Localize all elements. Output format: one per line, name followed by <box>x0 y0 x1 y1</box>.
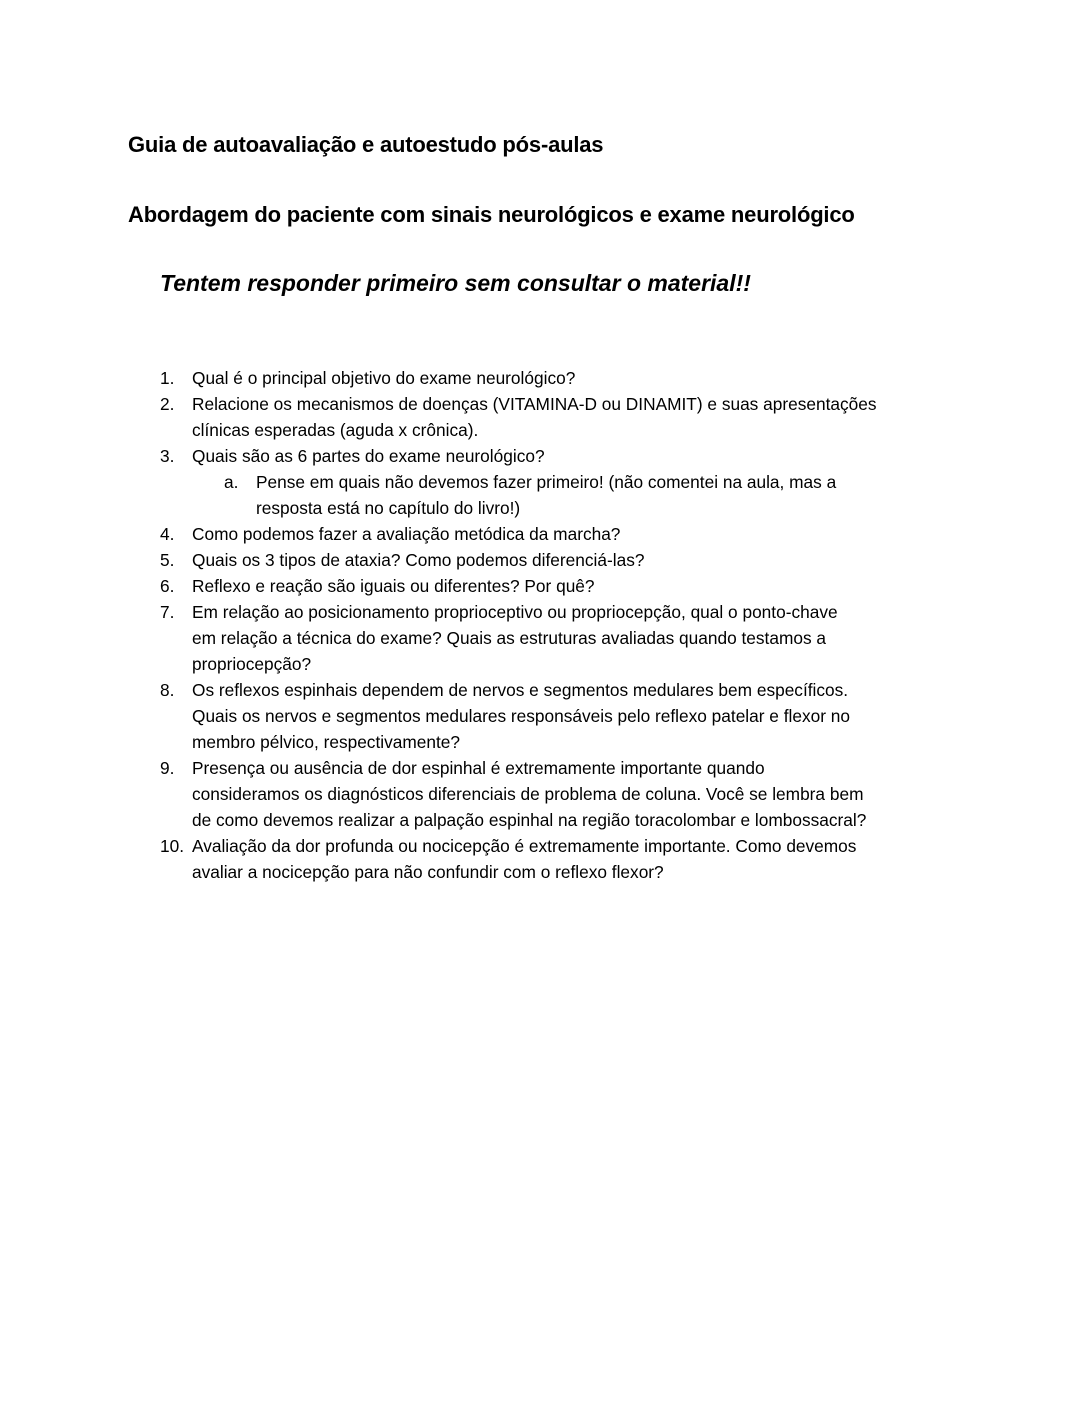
question-number: 7. <box>160 602 175 622</box>
question-text-line: avaliar a nocicepção para não confundir com o reflexo flexor? <box>192 862 664 882</box>
question-text-line: resposta está no capítulo do livro!) <box>256 498 521 518</box>
question-number: 3. <box>160 446 175 466</box>
question-item-1 <box>0 365 1088 391</box>
question-number: 5. <box>160 550 175 570</box>
question-text-line: Quais são as 6 partes do exame neurológico? <box>192 446 545 466</box>
question-text-line: em relação a técnica do exame? Quais as estruturas avaliadas quando testamos a <box>192 628 827 648</box>
question-subitem-3a <box>0 469 1088 521</box>
question-item-3 <box>0 443 1088 469</box>
question-text-line: Como podemos fazer a avaliação metódica da marcha? <box>192 524 621 544</box>
question-item-8 <box>0 677 1088 755</box>
question-text-line: propriocepção? <box>192 654 312 674</box>
question-text-line: clínicas esperadas (aguda x crônica). <box>192 420 479 440</box>
instruction-text: Tentem responder primeiro sem consultar o material!! <box>160 270 751 296</box>
question-item-2 <box>0 391 1088 443</box>
question-number: 1. <box>160 368 175 388</box>
question-text-line: Pense em quais não devemos fazer primeiro! (não comentei na aula, mas a <box>256 472 837 492</box>
question-text-line: de como devemos realizar a palpação espinhal na região toracolombar e lombossacral? <box>192 810 867 830</box>
question-number: a. <box>224 472 239 492</box>
question-number: 9. <box>160 758 175 778</box>
question-text-line: Quais os 3 tipos de ataxia? Como podemos diferenciá-las? <box>192 550 645 570</box>
question-list <box>0 365 1088 885</box>
question-text-line: Reflexo e reação são iguais ou diferentes? Por quê? <box>192 576 595 596</box>
question-number: 6. <box>160 576 175 596</box>
question-text-line: Presença ou ausência de dor espinhal é extremamente importante quando <box>192 758 765 778</box>
question-text-line: Relacione os mecanismos de doenças (VITAMINA-D ou DINAMIT) e suas apresentações <box>192 394 877 414</box>
question-text-line: Qual é o principal objetivo do exame neurológico? <box>192 368 576 388</box>
question-item-9 <box>0 755 1088 833</box>
question-text-line: Avaliação da dor profunda ou nocicepção é extremamente importante. Como devemos <box>192 836 857 856</box>
question-text-line: consideramos os diagnósticos diferenciais de problema de coluna. Você se lembra bem <box>192 784 864 804</box>
document-title: Guia de autoavaliação e autoestudo pós-aulas <box>128 132 604 157</box>
question-text-line: Em relação ao posicionamento proprioceptivo ou propriocepção, qual o ponto-chave <box>192 602 838 622</box>
question-number: 10. <box>160 836 185 856</box>
question-item-10 <box>0 833 1088 885</box>
question-number: 8. <box>160 680 175 700</box>
question-number: 4. <box>160 524 175 544</box>
question-item-4 <box>0 521 1088 547</box>
question-text-line: membro pélvico, respectivamente? <box>192 732 460 752</box>
document-subtitle: Abordagem do paciente com sinais neurológicos e exame neurológico <box>128 202 855 227</box>
question-item-7 <box>0 599 1088 677</box>
question-number: 2. <box>160 394 175 414</box>
question-text-line: Os reflexos espinhais dependem de nervos e segmentos medulares bem específicos. <box>192 680 849 700</box>
question-text-line: Quais os nervos e segmentos medulares responsáveis pelo reflexo patelar e flexor no <box>192 706 851 726</box>
question-item-6 <box>0 573 1088 599</box>
question-item-5 <box>0 547 1088 573</box>
